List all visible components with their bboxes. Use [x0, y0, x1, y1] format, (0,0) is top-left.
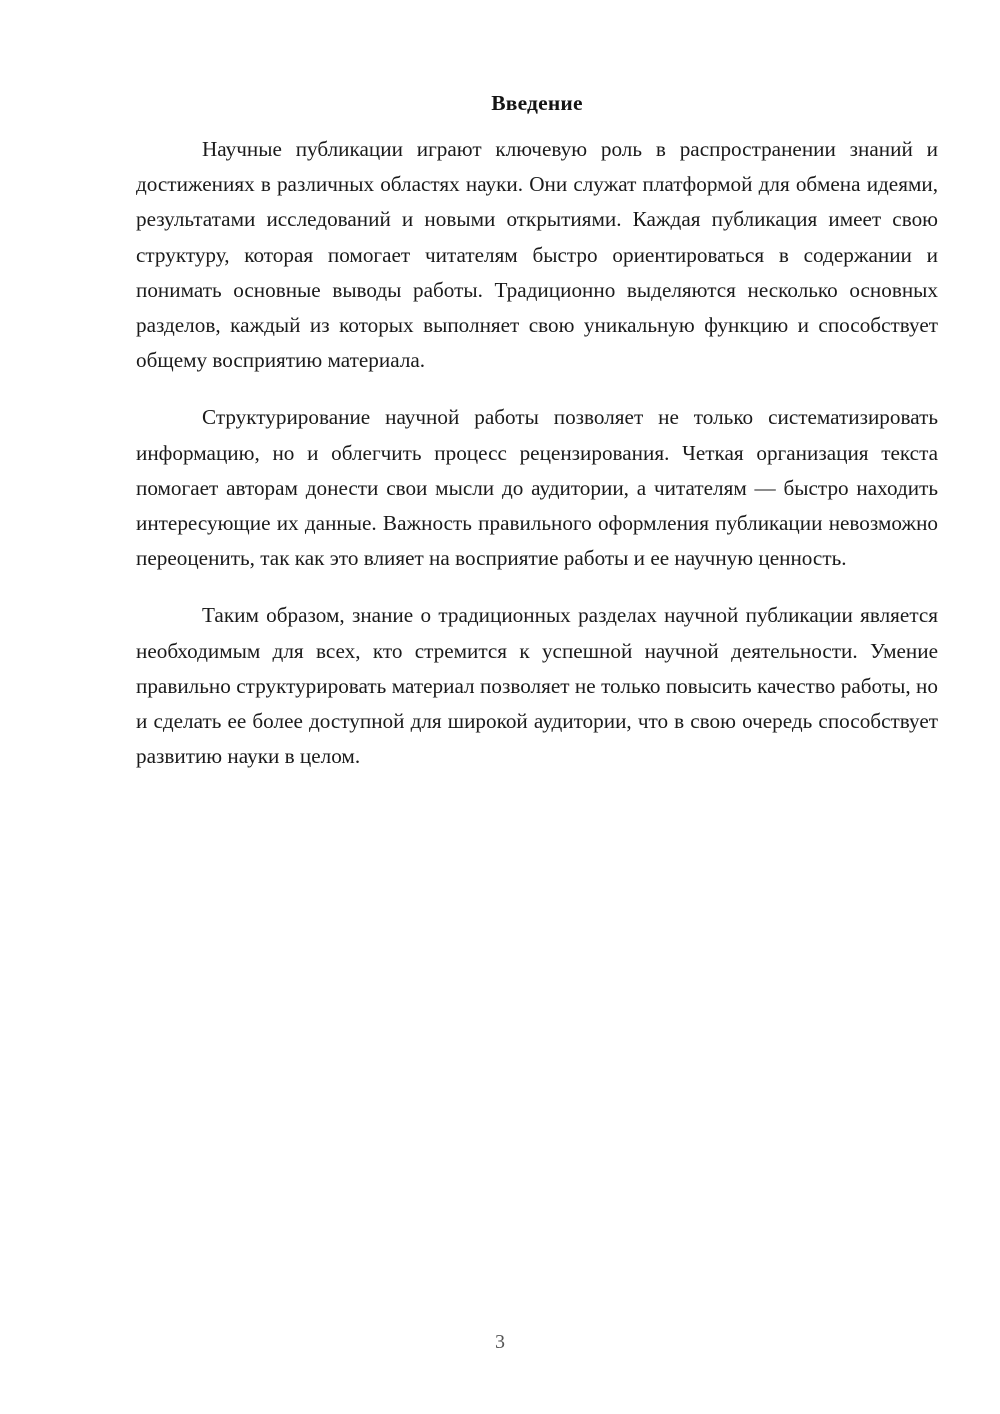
body-paragraph: Таким образом, знание о традиционных разделах научной публикации является необходимым для всех, кто стремится к успешной научной деятельности. Умение правильно структурировать материал позволяет не только повысить качество работы, но и сделать ее более доступной для широкой аудитории, что в свою очередь способствует развитию науки в целом. [136, 603, 938, 769]
body-paragraph: Структурирование научной работы позволяет не только систематизировать информацию, но и облегчить процесс рецензирования. Четкая организация текста помогает авторам донести свои мысли до аудитории, а читателям — быстро находить интересующие их данные. Важность правильного оформления публикации невозможно переоценить, так как это влияет на восприятие работы и ее научную ценность. [136, 405, 938, 571]
page-number: 3 [495, 1331, 505, 1353]
page-title: Введение [491, 91, 583, 115]
body-paragraph: Научные публикации играют ключевую роль в распространении знаний и достижениях в различных областях науки. Они служат платформой для обмена идеями, результатами исследований и новыми открытиями. Каждая публикация имеет свою структуру, которая помогает читателям быстро ориентироваться в содержании и понимать основные выводы работы. Традиционно выделяются несколько основных разделов, каждый из которых выполняет свою уникальную функцию и способствует общему восприятию материала. [136, 137, 938, 373]
page-content [136, 88, 938, 774]
